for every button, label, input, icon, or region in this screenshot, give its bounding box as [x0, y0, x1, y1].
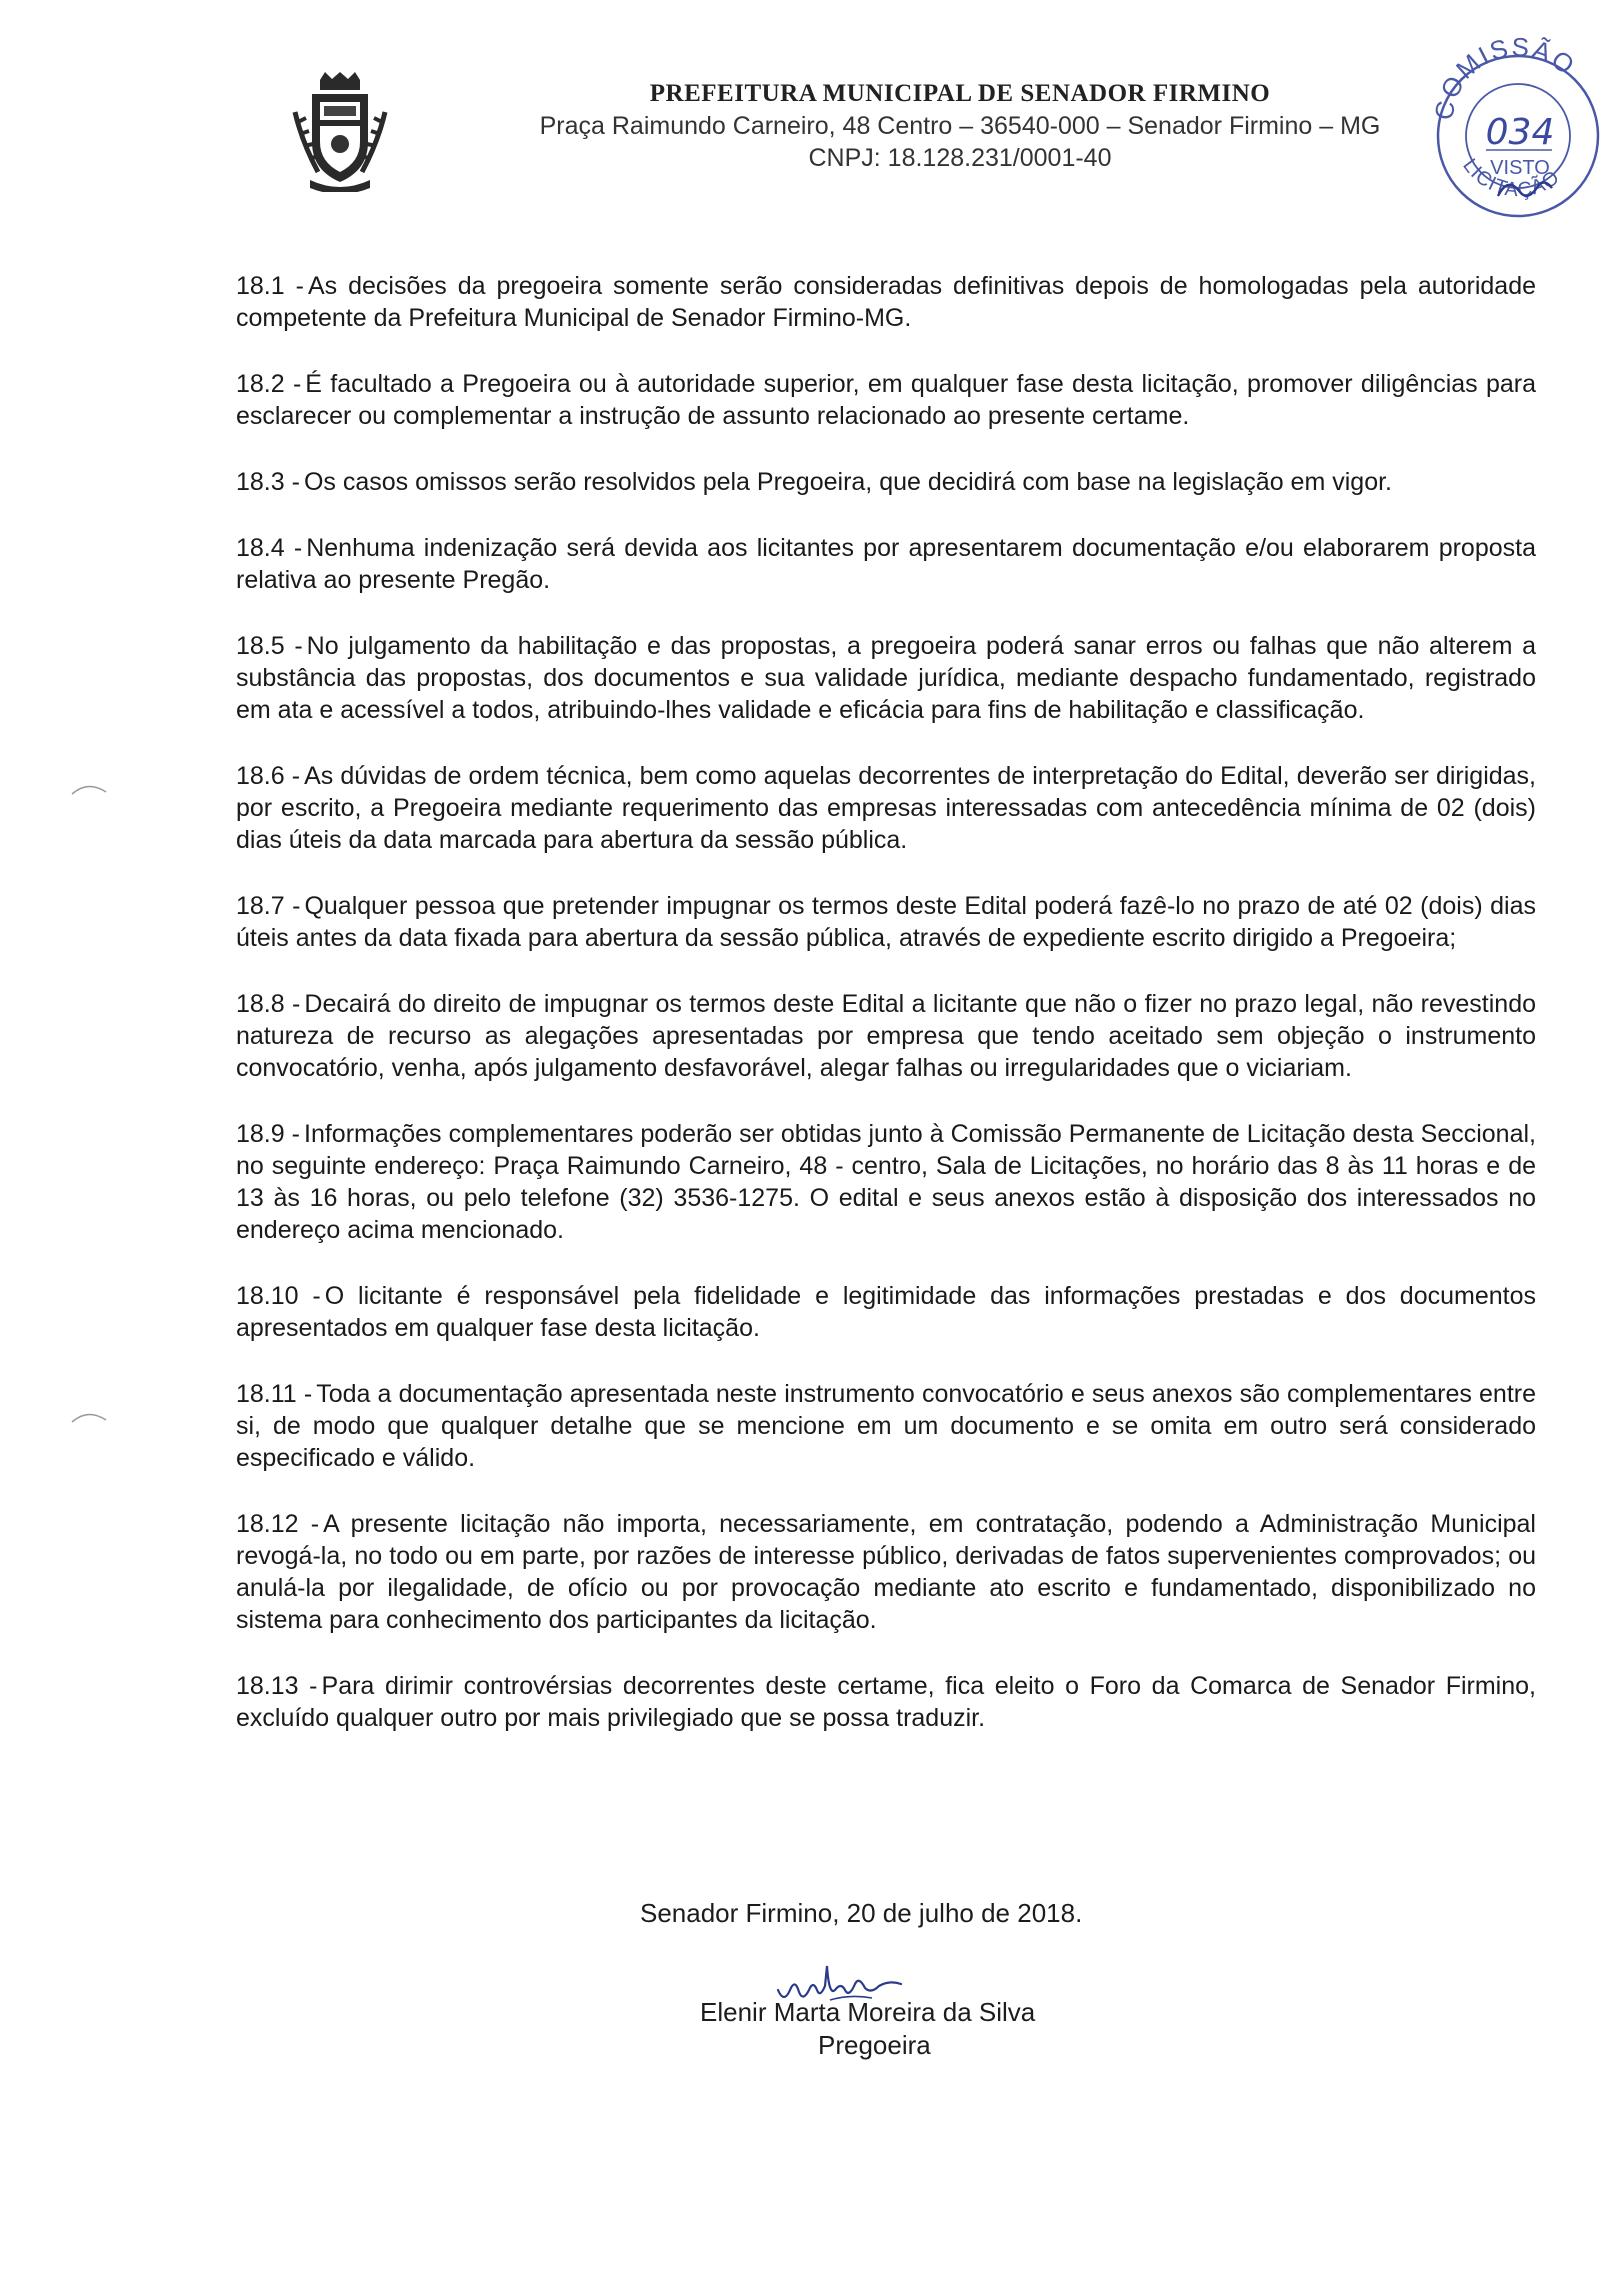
organization-address: Praça Raimundo Carneiro, 48 Centro – 36540-000 – Senador Firmino – MG: [539, 112, 1381, 140]
stamp-visto: VISTO: [1490, 157, 1550, 179]
clause-number: 18.8 -: [236, 990, 301, 1018]
clause-number: 18.13 -: [236, 1672, 318, 1700]
clause-paragraph: [236, 270, 1536, 334]
municipal-crest-icon: [290, 72, 390, 192]
clause-paragraph: [236, 1118, 1536, 1246]
svg-text:COMISSÃO: [1428, 32, 1581, 122]
clause-text: O licitante é responsável pela fidelidade e legitimidade das informações prestadas e dos documentos apresentados em qualquer fase desta licitação.: [236, 1282, 1536, 1342]
clauses-section: [236, 270, 1536, 1768]
clause-paragraph: [236, 532, 1536, 596]
margin-punch-mark-icon: [70, 1410, 110, 1426]
signer-block: [600, 1996, 1240, 2062]
clause-text: No julgamento da habilitação e das propostas, a pregoeira poderá sanar erros ou falhas que não alterem a substância das propostas, dos documentos e sua validade jurídica, mediante despacho fundamentado, registrado em ata e acessível a todos, atribuindo-lhes validade e eficácia para fins de habilitação e classificação.: [236, 632, 1536, 724]
stamp-arc-text: COMISSÃO: [1428, 31, 1582, 122]
clause-number: 18.3 -: [236, 468, 300, 496]
signer-role: Pregoeira: [818, 2030, 931, 2060]
clause-paragraph: [236, 988, 1536, 1084]
clause-text: A presente licitação não importa, necessariamente, em contratação, podendo a Administração Municipal revogá-la, no todo ou em parte, por razões de interesse público, derivadas de fatos supervenientes comprovados; ou anulá-la por ilegalidade, de ofício ou por provocação mediante ato escrito e fundamentado, disponibilizado no sistema para conhecimento dos participantes da licitação.: [236, 1510, 1536, 1634]
clause-number: 18.12 -: [236, 1510, 320, 1538]
clause-number: 18.2 -: [236, 370, 302, 398]
clause-text: Nenhuma indenização será devida aos licitantes por apresentarem documentação e/ou elaborarem proposta relativa ao presente Pregão.: [236, 534, 1536, 594]
clause-number: 18.10 -: [236, 1282, 321, 1310]
organization-name: PREFEITURA MUNICIPAL DE SENADOR FIRMINO: [649, 80, 1271, 107]
margin-punch-mark-icon: [70, 782, 110, 798]
clause-paragraph: [236, 760, 1536, 856]
clause-paragraph: [236, 466, 1536, 498]
clause-paragraph: [236, 1670, 1536, 1734]
clause-paragraph: [236, 1378, 1536, 1474]
clause-number: 18.11 -: [236, 1380, 313, 1408]
signer-name: Elenir Marta Moreira da Silva: [700, 1997, 1036, 2027]
organization-cnpj: CNPJ: 18.128.231/0001-40: [808, 144, 1112, 172]
clause-paragraph: [236, 630, 1536, 726]
clause-text: Informações complementares poderão ser obtidas junto à Comissão Permanente de Licitação desta Seccional, no seguinte endereço: Praça Raimundo Carneiro, 48 - centro, Sala de Licitações, no horário das 8 às 11 horas e de 13 às 16 horas, ou pelo telefone (32) 3536-1275. O edital e seus anexos estão à disposição dos interessados no endereço acima mencionado.: [236, 1120, 1536, 1244]
clause-text: Para dirimir controvérsias decorrentes deste certame, fica eleito o Foro da Comarca de Senador Firmino, excluído qualquer outro por mais privilegiado que se possa traduzir.: [236, 1672, 1536, 1732]
stamp-bottom-text: LICITAÇÃO: [1458, 154, 1564, 202]
clause-number: 18.4 -: [236, 534, 303, 562]
commission-stamp: [1428, 26, 1600, 236]
date-line: Senador Firmino, 20 de julho de 2018.: [640, 1898, 1083, 1928]
clause-text: Toda a documentação apresentada neste instrumento convocatório e seus anexos são complementares entre si, de modo que qualquer detalhe que se mencione em um documento e se omita em outro será considerado especificado e válido.: [236, 1380, 1536, 1472]
clause-number: 18.9 -: [236, 1120, 300, 1148]
clause-number: 18.6 -: [236, 762, 301, 790]
clause-number: 18.7 -: [236, 892, 301, 920]
clause-text: As dúvidas de ordem técnica, bem como aquelas decorrentes de interpretação do Edital, deverão ser dirigidas, por escrito, a Pregoeira mediante requerimento das empresas interessadas com antecedência mínima de 02 (dois) dias úteis da data marcada para abertura da sessão pública.: [236, 762, 1537, 854]
clause-paragraph: [236, 1280, 1536, 1344]
clause-paragraph: [236, 1508, 1536, 1636]
stamp-page-number: 034: [1485, 112, 1555, 153]
clause-number: 18.1 -: [236, 272, 304, 300]
clause-text: Decairá do direito de impugnar os termos deste Edital a licitante que não o fizer no prazo legal, não revestindo natureza de recurso as alegações apresentadas por empresa que tendo aceitado sem objeção o instrumento convocatório, venha, após julgamento desfavorável, alegar falhas ou irregularidades que o viciariam.: [236, 990, 1536, 1082]
clause-text: Qualquer pessoa que pretender impugnar os termos deste Edital poderá fazê-lo no prazo de até 02 (dois) dias úteis antes da data fixada para abertura da sessão pública, através de expediente escrito dirigido a Pregoeira;: [236, 892, 1536, 952]
letterhead: [470, 78, 1450, 174]
clause-paragraph: [236, 890, 1536, 954]
clause-text: É facultado a Pregoeira ou à autoridade superior, em qualquer fase desta licitação, promover diligências para esclarecer ou complementar a instrução de assunto relacionado ao presente certame.: [236, 370, 1536, 430]
clause-text: Os casos omissos serão resolvidos pela Pregoeira, que decidirá com base na legislação em vigor.: [303, 468, 1392, 496]
clause-paragraph: [236, 368, 1536, 432]
clause-number: 18.5 -: [236, 632, 303, 660]
clause-text: As decisões da pregoeira somente serão consideradas definitivas depois de homologadas pela autoridade competente da Prefeitura Municipal de Senador Firmino-MG.: [236, 272, 1537, 332]
